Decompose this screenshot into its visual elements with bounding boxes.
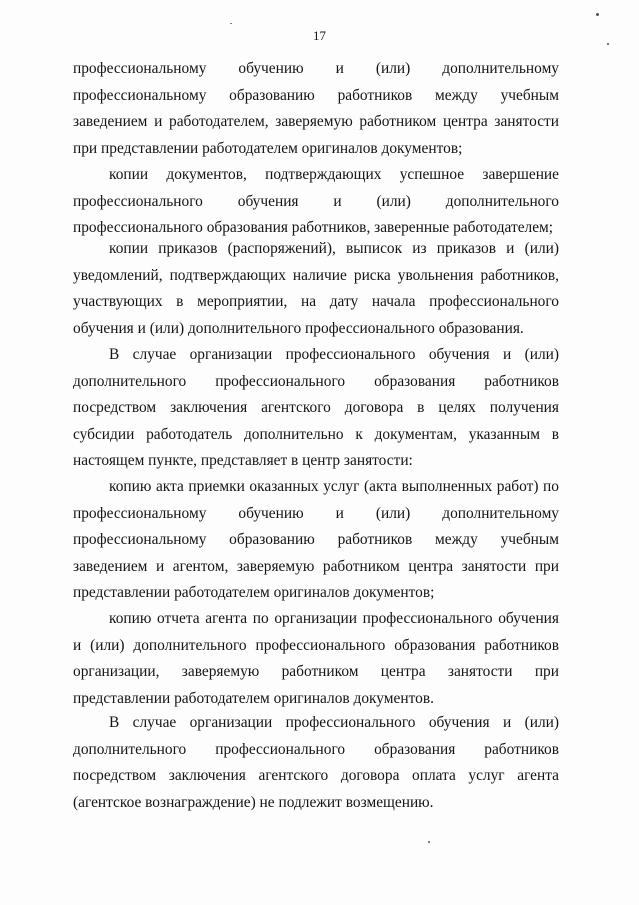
scan-speck bbox=[230, 23, 232, 24]
paragraph-2: копии документов, подтверждающих успешное завершение профессионального обучения и (или) дополнительного профессионального образования работников, заверенные работодателем; bbox=[73, 166, 559, 237]
paragraph-7: В случае организации профессионального обучения и (или) дополнительного профессионального образования работников посредством заключения агентского договора оплата услуг агента (агентское вознаграждение) не подлежит возмещению. bbox=[73, 714, 559, 811]
paragraph-1: профессиональному обучению и (или) дополнительному профессиональному образованию работников между учебным заведением и работодателем, заверяемую работником центра занятости при представлении работодателем оригиналов документов; bbox=[73, 60, 559, 157]
scan-speck bbox=[596, 13, 599, 16]
page-number: 17 bbox=[313, 28, 326, 43]
paragraph-4: В случае организации профессионального обучения и (или) дополнительного профессионального образования работников посредством заключения агентского договора в целях получения субсидии работодатель дополнительно к документам, указанным в настоящем пункте, представляет в центр занятости: bbox=[73, 346, 559, 470]
scan-speck bbox=[607, 43, 609, 45]
scan-speck bbox=[428, 841, 430, 843]
paragraph-5: копию акта приемки оказанных услуг (акта выполненных работ) по профессиональному обучению и (или) дополнительному профессиональному образованию работников между учебным заведением и агентом, заверяемую работником центра занятости при представлении работодателем оригиналов документов; bbox=[73, 478, 559, 602]
paragraph-6: копию отчета агента по организации профессионального обучения и (или) дополнительного профессионального образования работников организации, заверяемую работником центра занятости при представлении работодателем оригиналов документов. bbox=[73, 610, 559, 707]
paragraph-3: копии приказов (распоряжений), выписок из приказов и (или) уведомлений, подтверждающих наличие риска увольнения работников, участвующих в мероприятии, на дату начала профессионального обучения и (или) дополнительного профессионального образования. bbox=[73, 240, 559, 337]
